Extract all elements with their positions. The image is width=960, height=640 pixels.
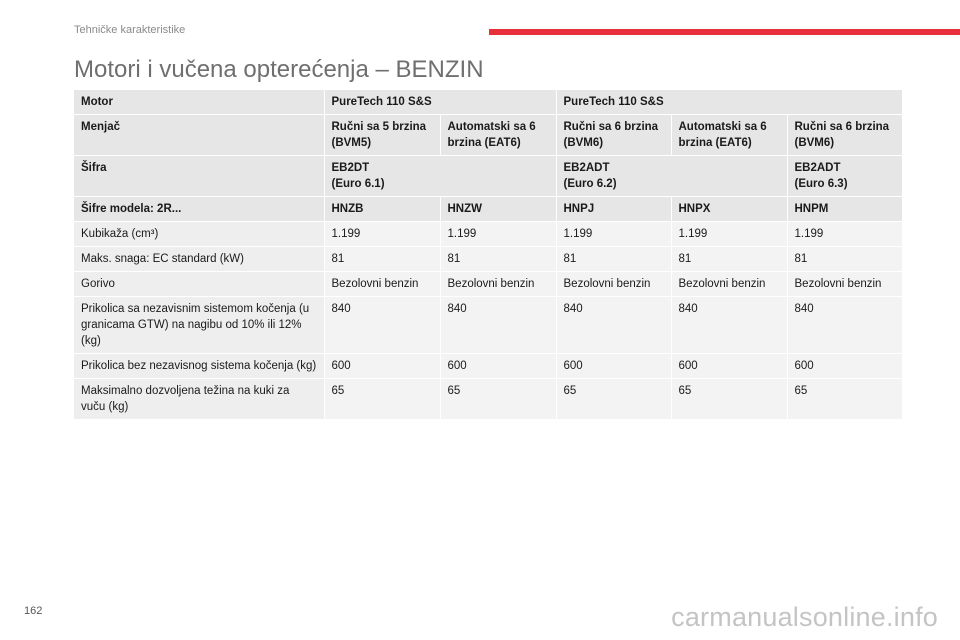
table-cell: 840 <box>787 297 902 354</box>
table-cell: Bezolovni benzin <box>671 272 787 297</box>
table-cell: 1.199 <box>671 222 787 247</box>
table-cell: Bezolovni benzin <box>324 272 440 297</box>
table-cell: 840 <box>556 297 671 354</box>
table-cell: 600 <box>671 354 787 379</box>
engine-code: EB2ADT <box>563 162 610 174</box>
row-label: Gorivo <box>74 272 324 297</box>
table-cell: 840 <box>671 297 787 354</box>
table-row <box>74 272 902 297</box>
table-cell: HNPM <box>787 197 902 222</box>
table-cell: Ručni sa 6 brzina (BVM6) <box>787 115 902 156</box>
table-cell: HNZB <box>324 197 440 222</box>
table-cell: 840 <box>440 297 556 354</box>
watermark: carmanualsonline.info <box>671 602 938 632</box>
page-title: Motori i vučena opterećenja – BENZIN <box>74 56 484 83</box>
table-cell <box>324 156 556 197</box>
row-label: Prikolica bez nezavisnog sistema kočenja (kg) <box>74 354 324 379</box>
table-cell: HNPX <box>671 197 787 222</box>
row-label: Šifra <box>74 156 324 197</box>
table-cell: PureTech 110 S&S <box>556 90 902 115</box>
table-row-sifre-modela <box>74 197 902 222</box>
row-label: Motor <box>74 90 324 115</box>
engine-code: EB2ADT <box>794 162 841 174</box>
table-row-menjac <box>74 115 902 156</box>
table-cell: 1.199 <box>556 222 671 247</box>
table-row-motor <box>74 90 902 115</box>
table-cell: 81 <box>671 247 787 272</box>
table-cell: 600 <box>324 354 440 379</box>
table-cell <box>556 156 787 197</box>
row-label: Maksimalno dozvoljena težina na kuki za vuču (kg) <box>74 379 324 420</box>
table-cell: HNPJ <box>556 197 671 222</box>
table-cell: 1.199 <box>787 222 902 247</box>
table-cell <box>787 156 902 197</box>
table-cell: 81 <box>440 247 556 272</box>
table-cell: PureTech 110 S&S <box>324 90 556 115</box>
section-accent-bar <box>489 29 960 35</box>
table-cell: 1.199 <box>440 222 556 247</box>
table-row <box>74 354 902 379</box>
table-cell: 81 <box>324 247 440 272</box>
table-row <box>74 379 902 420</box>
table-cell: Ručni sa 5 brzina (BVM5) <box>324 115 440 156</box>
table-cell: Bezolovni benzin <box>440 272 556 297</box>
table-row <box>74 297 902 354</box>
table-cell: 600 <box>440 354 556 379</box>
row-label: Kubikaža (cm³) <box>74 222 324 247</box>
euro-norm: (Euro 6.3) <box>794 178 848 190</box>
table-cell: 81 <box>556 247 671 272</box>
table-cell: Automatski sa 6 brzina (EAT6) <box>671 115 787 156</box>
table-cell: Automatski sa 6 brzina (EAT6) <box>440 115 556 156</box>
row-label: Menjač <box>74 115 324 156</box>
table-cell: 81 <box>787 247 902 272</box>
row-label: Šifre modela: 2R... <box>74 197 324 222</box>
table-cell: Ručni sa 6 brzina (BVM6) <box>556 115 671 156</box>
table-row <box>74 247 902 272</box>
euro-norm: (Euro 6.2) <box>563 178 617 190</box>
row-label: Prikolica sa nezavisnim sistemom kočenja (u granicama GTW) na nagibu od 10% ili 12% (kg) <box>74 297 324 354</box>
table-cell: 65 <box>787 379 902 420</box>
euro-norm: (Euro 6.1) <box>331 178 385 190</box>
engine-code: EB2DT <box>331 162 370 174</box>
table-cell: 65 <box>556 379 671 420</box>
table-cell: 65 <box>671 379 787 420</box>
table-cell: Bezolovni benzin <box>787 272 902 297</box>
row-label: Maks. snaga: EC standard (kW) <box>74 247 324 272</box>
table-cell: 65 <box>440 379 556 420</box>
table-cell: HNZW <box>440 197 556 222</box>
table-cell: 600 <box>787 354 902 379</box>
table-cell: 840 <box>324 297 440 354</box>
table-row-sifra <box>74 156 902 197</box>
table-cell: 65 <box>324 379 440 420</box>
table-cell: 1.199 <box>324 222 440 247</box>
page-number: 162 <box>24 605 43 617</box>
table-cell: 600 <box>556 354 671 379</box>
table-cell: Bezolovni benzin <box>556 272 671 297</box>
section-header: Tehničke karakteristike <box>74 24 186 36</box>
table-row <box>74 222 902 247</box>
spec-table <box>74 90 903 420</box>
